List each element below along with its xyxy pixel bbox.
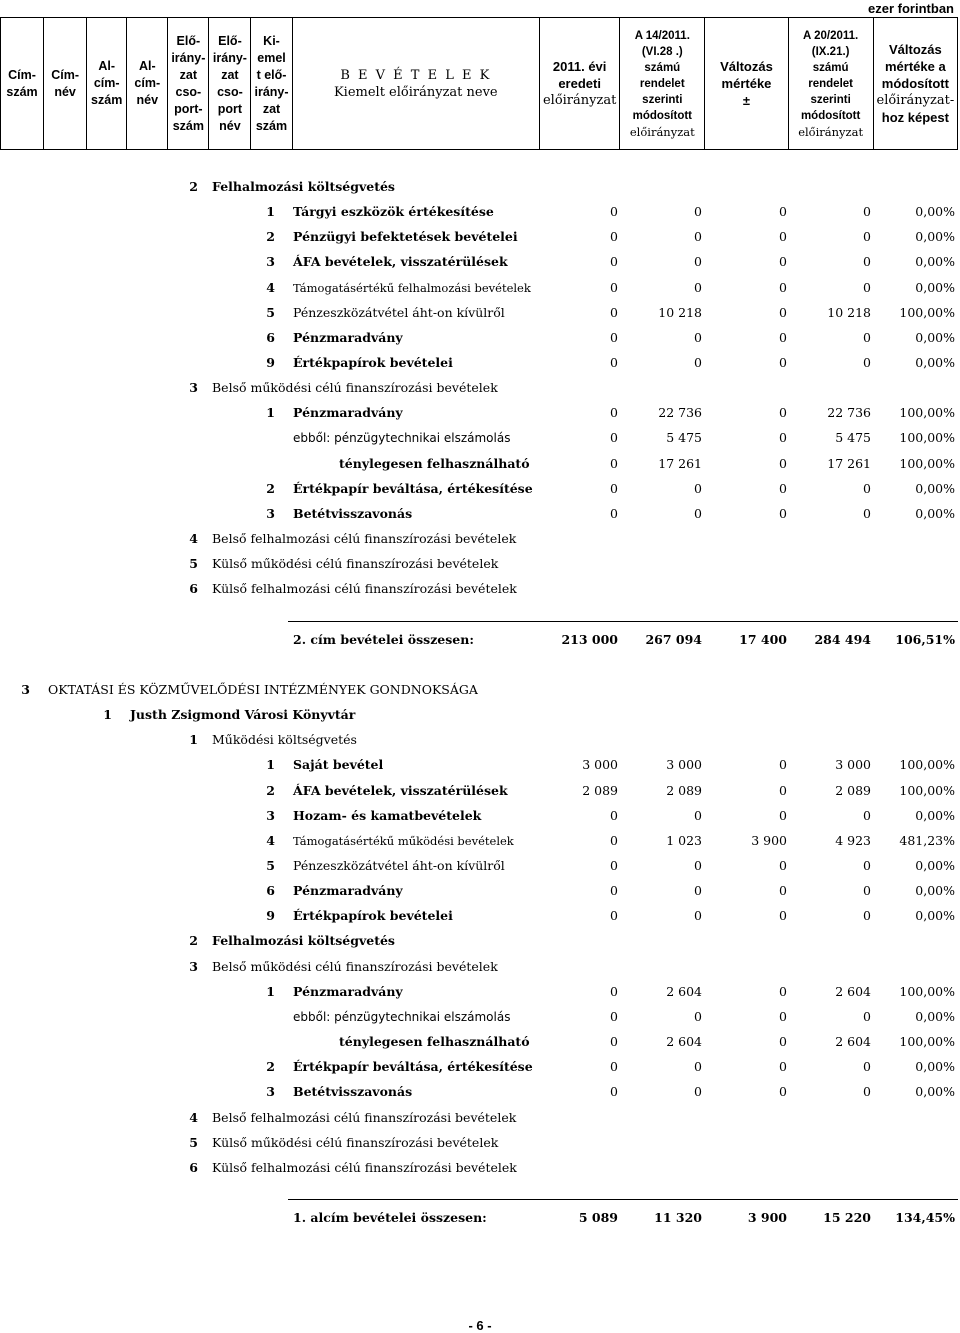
value-valtozas-pct: 0,00% [915, 1059, 955, 1074]
header-mod1-line4: rendelet [639, 77, 685, 90]
value-modositott-1: 0 [694, 254, 702, 269]
value-valtozas: 0 [779, 506, 787, 521]
value-eredeti: 0 [610, 330, 618, 345]
row-number: 5 [189, 1135, 198, 1150]
value-valtozas-pct: 481,23% [899, 833, 955, 848]
value-valtozas: 0 [779, 280, 787, 295]
value-modositott-1: 0 [694, 330, 702, 345]
row-label: Pénzeszközátvétel áht-on kívülről [293, 858, 505, 873]
total-row [0, 629, 958, 651]
row-label: Külső felhalmozási célú finanszírozási bevételek [212, 1160, 517, 1175]
row-label: Pénzmaradvány [293, 405, 403, 420]
table-row [0, 956, 958, 978]
header-mod2-line3: számú [812, 61, 849, 74]
header-valt2-line4: előirányzat- [876, 93, 955, 108]
row-label: Tárgyi eszközök értékesítése [293, 204, 494, 219]
header-valt1-line3: ± [742, 93, 751, 108]
table-row [0, 201, 958, 223]
table-row [0, 277, 958, 299]
table-row [0, 1056, 958, 1078]
header-mod2-line1: A 20/2011. [803, 29, 859, 42]
value-valtozas: 0 [779, 984, 787, 999]
value-eredeti: 0 [610, 1009, 618, 1024]
row-number: 2 [189, 179, 198, 194]
total-separator-line [288, 621, 958, 622]
value-valtozas: 0 [779, 355, 787, 370]
table-row [0, 880, 958, 902]
row-number: 3 [266, 254, 275, 269]
table-row [0, 352, 958, 374]
value-modositott-1: 2 604 [666, 1034, 702, 1049]
value-modositott-2: 0 [863, 280, 871, 295]
column-header-table [0, 17, 958, 150]
value-eredeti: 0 [610, 858, 618, 873]
header-mod1-line7: előirányzat [629, 124, 695, 139]
table-row [0, 805, 958, 827]
header-valtozas-2 [873, 18, 957, 150]
table-row [0, 704, 958, 726]
header-mod1-line6: módosított [632, 109, 692, 122]
value-eredeti: 0 [610, 1059, 618, 1074]
value-modositott-2: 4 923 [835, 833, 871, 848]
header-modositott-2 [788, 18, 873, 150]
header-alcim-nev: Al- cím- név [127, 18, 168, 150]
table-row [0, 251, 958, 273]
value-eredeti: 0 [610, 280, 618, 295]
row-label: Támogatásértékű működési bevételek [293, 834, 514, 848]
value-valtozas-pct: 0,00% [915, 858, 955, 873]
value-valtozas-pct: 0,00% [915, 204, 955, 219]
value-modositott-1: 0 [694, 858, 702, 873]
value-modositott-2: 0 [863, 1059, 871, 1074]
header-mod2-line4: rendelet [808, 77, 854, 90]
value-modositott-1: 0 [694, 481, 702, 496]
value-valtozas: 0 [779, 1034, 787, 1049]
value-eredeti: 0 [610, 506, 618, 521]
row-number: 5 [266, 305, 275, 320]
value-valtozas: 0 [779, 883, 787, 898]
row-label: Értékpapírok bevételei [293, 355, 453, 370]
row-label: Pénzmaradvány [293, 883, 403, 898]
value-modositott-2: 0 [863, 883, 871, 898]
value-valtozas-pct: 106,51% [895, 632, 955, 647]
value-eredeti: 0 [610, 908, 618, 923]
row-number: 5 [266, 858, 275, 873]
value-valtozas: 0 [779, 1059, 787, 1074]
row-label: Támogatásértékű felhalmozási bevételek [293, 281, 531, 295]
value-modositott-2: 284 494 [814, 632, 871, 647]
row-number: 1 [103, 707, 112, 722]
value-eredeti: 0 [610, 305, 618, 320]
row-label: Értékpapír beváltása, értékesítése [293, 1059, 533, 1074]
header-mod2-line7: előirányzat [798, 124, 864, 139]
value-eredeti: 0 [610, 808, 618, 823]
value-modositott-1: 267 094 [645, 632, 702, 647]
table-row [0, 1031, 958, 1053]
row-label: Külső működési célú finanszírozási bevételek [212, 556, 499, 571]
value-modositott-2: 2 089 [835, 783, 871, 798]
value-modositott-1: 0 [694, 280, 702, 295]
row-number: 6 [189, 1160, 198, 1175]
header-mod1-line1: A 14/2011. [634, 29, 690, 42]
value-valtozas: 0 [779, 808, 787, 823]
row-number: 4 [266, 280, 275, 295]
value-valtozas-pct: 100,00% [899, 1034, 955, 1049]
table-row [0, 754, 958, 776]
value-valtozas: 0 [779, 456, 787, 471]
row-number: 6 [266, 883, 275, 898]
value-modositott-1: 3 000 [666, 757, 702, 772]
table-row [0, 1107, 958, 1129]
row-label: ebből: pénzügytechnikai elszámolás [293, 431, 511, 445]
row-number: 2 [266, 1059, 275, 1074]
value-modositott-1: 0 [694, 1084, 702, 1099]
row-label: OKTATÁSI ÉS KÖZMŰVELŐDÉSI INTÉZMÉNYEK GONDNOKSÁGA [48, 682, 478, 697]
value-valtozas: 0 [779, 908, 787, 923]
header-kiemelt-eloiranyzat-szam: Ki- emel t elő- irány- zat szám [251, 18, 292, 150]
table-row [0, 679, 958, 701]
row-number: 1 [266, 757, 275, 772]
table-row [0, 302, 958, 324]
value-eredeti: 213 000 [561, 632, 618, 647]
row-label: Felhalmozási költségvetés [212, 933, 395, 948]
value-valtozas-pct: 0,00% [915, 1009, 955, 1024]
table-row [0, 503, 958, 525]
table-row [0, 930, 958, 952]
value-valtozas-pct: 0,00% [915, 355, 955, 370]
table-row [0, 1157, 958, 1179]
value-valtozas: 0 [779, 254, 787, 269]
row-label: Belső működési célú finanszírozási bevételek [212, 959, 498, 974]
table-row [0, 1081, 958, 1103]
unit-label: ezer forintban [868, 1, 954, 16]
row-number: 4 [189, 1110, 198, 1125]
value-eredeti: 3 000 [582, 757, 618, 772]
value-valtozas: 17 400 [739, 632, 787, 647]
row-label: Értékpapír beváltása, értékesítése [293, 481, 533, 496]
row-number: 1 [266, 204, 275, 219]
table-row [0, 905, 958, 927]
value-modositott-2: 15 220 [823, 1210, 871, 1225]
row-label: Külső működési célú finanszírozási bevételek [212, 1135, 499, 1150]
value-eredeti: 0 [610, 430, 618, 445]
header-mod1-line2: (VI.28 .) [641, 45, 683, 58]
value-modositott-1: 0 [694, 506, 702, 521]
value-valtozas: 0 [779, 1084, 787, 1099]
row-number: 3 [21, 682, 30, 697]
header-eredeti-line2: eredeti [558, 76, 601, 91]
header-mod1-line5: szerinti [642, 93, 683, 106]
value-valtozas-pct: 100,00% [899, 757, 955, 772]
row-label: ÁFA bevételek, visszatérülések [293, 254, 508, 269]
row-label: Külső felhalmozási célú finanszírozási bevételek [212, 581, 517, 596]
row-label: Hozam- és kamatbevételek [293, 808, 482, 823]
total-row [0, 1207, 958, 1229]
row-number: 6 [266, 330, 275, 345]
value-modositott-1: 11 320 [654, 1210, 702, 1225]
row-label: Belső felhalmozási célú finanszírozási bevételek [212, 1110, 517, 1125]
value-modositott-2: 0 [863, 808, 871, 823]
value-valtozas-pct: 0,00% [915, 908, 955, 923]
table-row [0, 327, 958, 349]
value-valtozas: 0 [779, 757, 787, 772]
value-modositott-1: 10 218 [658, 305, 702, 320]
value-modositott-2: 0 [863, 355, 871, 370]
row-label: Betétvisszavonás [293, 506, 413, 521]
value-modositott-1: 0 [694, 883, 702, 898]
row-label: Betétvisszavonás [293, 1084, 413, 1099]
value-modositott-1: 17 261 [658, 456, 702, 471]
table-row [0, 830, 958, 852]
row-number: 6 [189, 581, 198, 596]
value-modositott-1: 5 475 [666, 430, 702, 445]
value-valtozas-pct: 0,00% [915, 1084, 955, 1099]
header-mod2-line2: (IX.21.) [811, 45, 850, 58]
value-eredeti: 0 [610, 254, 618, 269]
value-modositott-2: 0 [863, 254, 871, 269]
value-modositott-2: 0 [863, 481, 871, 496]
value-eredeti: 0 [610, 405, 618, 420]
header-mod1-line3: számú [644, 61, 681, 74]
header-eloiranyzat-csoport-nev: Elő- irány- zat cso- port név [209, 18, 251, 150]
value-valtozas-pct: 0,00% [915, 280, 955, 295]
value-eredeti: 0 [610, 355, 618, 370]
table-row [0, 553, 958, 575]
header-eredeti-line1: 2011. évi [552, 59, 607, 74]
value-modositott-2: 5 475 [835, 430, 871, 445]
row-number: 3 [189, 380, 198, 395]
row-label: Belső működési célú finanszírozási bevételek [212, 380, 498, 395]
total-label: 1. alcím bevételei összesen: [293, 1210, 487, 1225]
value-modositott-2: 2 604 [835, 1034, 871, 1049]
value-modositott-2: 0 [863, 1084, 871, 1099]
header-valt2-line3: módosított [881, 76, 949, 91]
row-label: Pénzmaradvány [293, 330, 403, 345]
table-row [0, 528, 958, 550]
table-row [0, 176, 958, 198]
table-row [0, 1132, 958, 1154]
row-number: 3 [266, 808, 275, 823]
row-label: Belső felhalmozási célú finanszírozási bevételek [212, 531, 517, 546]
header-valt2-line1: Változás [888, 42, 942, 57]
header-valtozas-1 [705, 18, 788, 150]
row-number: 1 [266, 984, 275, 999]
value-valtozas: 0 [779, 430, 787, 445]
row-label: Értékpapírok bevételei [293, 908, 453, 923]
total-separator-line [288, 1199, 958, 1200]
value-eredeti: 0 [610, 481, 618, 496]
row-label: Pénzeszközátvétel áht-on kívülről [293, 305, 505, 320]
row-label: ÁFA bevételek, visszatérülések [293, 783, 508, 798]
value-valtozas: 3 900 [747, 1210, 787, 1225]
value-valtozas-pct: 0,00% [915, 808, 955, 823]
table-row [0, 427, 958, 449]
header-alcim-szam: Al- cím- szám [87, 18, 127, 150]
value-eredeti: 0 [610, 204, 618, 219]
value-eredeti: 2 089 [582, 783, 618, 798]
value-valtozas: 0 [779, 481, 787, 496]
value-modositott-1: 0 [694, 908, 702, 923]
value-valtozas-pct: 100,00% [899, 405, 955, 420]
value-modositott-1: 0 [694, 355, 702, 370]
row-number: 4 [266, 833, 275, 848]
header-mod2-line6: módosított [800, 109, 861, 122]
row-label: Pénzmaradvány [293, 984, 403, 999]
header-modositott-1 [620, 18, 705, 150]
value-modositott-1: 0 [694, 229, 702, 244]
row-label: Pénzügyi befektetések bevételei [293, 229, 518, 244]
value-modositott-1: 2 089 [666, 783, 702, 798]
table-row [0, 578, 958, 600]
row-label: Működési költségvetés [212, 732, 357, 747]
row-number: 2 [189, 933, 198, 948]
header-bevetelek-title: B E V É T E L E K [340, 67, 492, 83]
row-label: Justh Zsigmond Városi Könyvtár [130, 707, 356, 722]
page-number: - 6 - [468, 1318, 492, 1333]
value-valtozas-pct: 0,00% [915, 229, 955, 244]
value-eredeti: 0 [610, 229, 618, 244]
row-number: 3 [189, 959, 198, 974]
value-modositott-2: 2 604 [835, 984, 871, 999]
row-label: ebből: pénzügytechnikai elszámolás [293, 1010, 511, 1024]
header-eredeti-line3: előirányzat [542, 93, 617, 108]
value-modositott-2: 0 [863, 330, 871, 345]
value-modositott-2: 10 218 [827, 305, 871, 320]
value-modositott-2: 0 [863, 908, 871, 923]
table-row [0, 780, 958, 802]
value-valtozas-pct: 100,00% [899, 430, 955, 445]
header-valt1-line1: Változás [720, 59, 773, 74]
value-modositott-2: 0 [863, 229, 871, 244]
table-row [0, 402, 958, 424]
header-valt1-line2: mértéke [721, 76, 772, 91]
value-valtozas-pct: 100,00% [899, 305, 955, 320]
row-number: 9 [266, 355, 275, 370]
table-row [0, 729, 958, 751]
table-row [0, 377, 958, 399]
header-bevetelek-subtitle: Kiemelt előirányzat neve [333, 84, 498, 100]
value-eredeti: 5 089 [578, 1210, 618, 1225]
header-cim-nev: Cím- név [44, 18, 87, 150]
value-modositott-1: 0 [694, 1009, 702, 1024]
value-valtozas: 0 [779, 229, 787, 244]
row-number: 3 [266, 1084, 275, 1099]
value-valtozas: 0 [779, 204, 787, 219]
value-valtozas-pct: 0,00% [915, 506, 955, 521]
row-label: ténylegesen felhasználható [339, 1034, 530, 1049]
value-eredeti: 0 [610, 1084, 618, 1099]
value-valtozas: 0 [779, 405, 787, 420]
value-modositott-1: 0 [694, 1059, 702, 1074]
value-modositott-2: 22 736 [827, 405, 871, 420]
table-row [0, 478, 958, 500]
header-cim-szam: Cím- szám [1, 18, 44, 150]
value-valtozas-pct: 100,00% [899, 783, 955, 798]
value-eredeti: 0 [610, 984, 618, 999]
value-valtozas: 3 900 [751, 833, 787, 848]
header-bevetelek [292, 18, 540, 150]
value-modositott-1: 2 604 [666, 984, 702, 999]
table-row [0, 855, 958, 877]
header-valt2-line5: hoz képest [881, 110, 949, 125]
row-number: 5 [189, 556, 198, 571]
header-eredeti-eloiranyzat [540, 18, 620, 150]
table-row [0, 226, 958, 248]
total-label: 2. cím bevételei összesen: [293, 632, 474, 647]
table-row [0, 981, 958, 1003]
value-modositott-2: 3 000 [835, 757, 871, 772]
value-modositott-2: 0 [863, 204, 871, 219]
row-number: 2 [266, 783, 275, 798]
value-modositott-2: 0 [863, 506, 871, 521]
value-eredeti: 0 [610, 833, 618, 848]
row-label: Felhalmozási költségvetés [212, 179, 395, 194]
table-row [0, 1006, 958, 1028]
header-eloiranyzat-csoport-szam: Elő- irány- zat cso- port- szám [168, 18, 209, 150]
row-number: 9 [266, 908, 275, 923]
value-valtozas: 0 [779, 858, 787, 873]
row-number: 2 [266, 229, 275, 244]
value-valtozas: 0 [779, 783, 787, 798]
value-valtozas-pct: 0,00% [915, 330, 955, 345]
value-modositott-2: 0 [863, 858, 871, 873]
row-label: ténylegesen felhasználható [339, 456, 530, 471]
value-valtozas: 0 [779, 330, 787, 345]
value-modositott-2: 0 [863, 1009, 871, 1024]
header-mod2-line5: szerinti [810, 93, 851, 106]
value-eredeti: 0 [610, 456, 618, 471]
row-number: 1 [189, 732, 198, 747]
row-label: Saját bevétel [293, 757, 384, 772]
row-number: 2 [266, 481, 275, 496]
value-modositott-1: 1 023 [666, 833, 702, 848]
value-valtozas: 0 [779, 305, 787, 320]
value-valtozas-pct: 0,00% [915, 254, 955, 269]
value-valtozas-pct: 0,00% [915, 883, 955, 898]
value-modositott-1: 22 736 [658, 405, 702, 420]
header-valt2-line2: mértéke a [885, 59, 946, 74]
row-number: 1 [266, 405, 275, 420]
value-valtozas-pct: 100,00% [899, 456, 955, 471]
value-modositott-1: 0 [694, 808, 702, 823]
value-valtozas-pct: 100,00% [899, 984, 955, 999]
value-valtozas-pct: 0,00% [915, 481, 955, 496]
value-modositott-1: 0 [694, 204, 702, 219]
value-modositott-2: 17 261 [827, 456, 871, 471]
row-number: 4 [189, 531, 198, 546]
value-valtozas: 0 [779, 1009, 787, 1024]
value-eredeti: 0 [610, 883, 618, 898]
table-row [0, 453, 958, 475]
value-eredeti: 0 [610, 1034, 618, 1049]
row-number: 3 [266, 506, 275, 521]
value-valtozas-pct: 134,45% [895, 1210, 955, 1225]
